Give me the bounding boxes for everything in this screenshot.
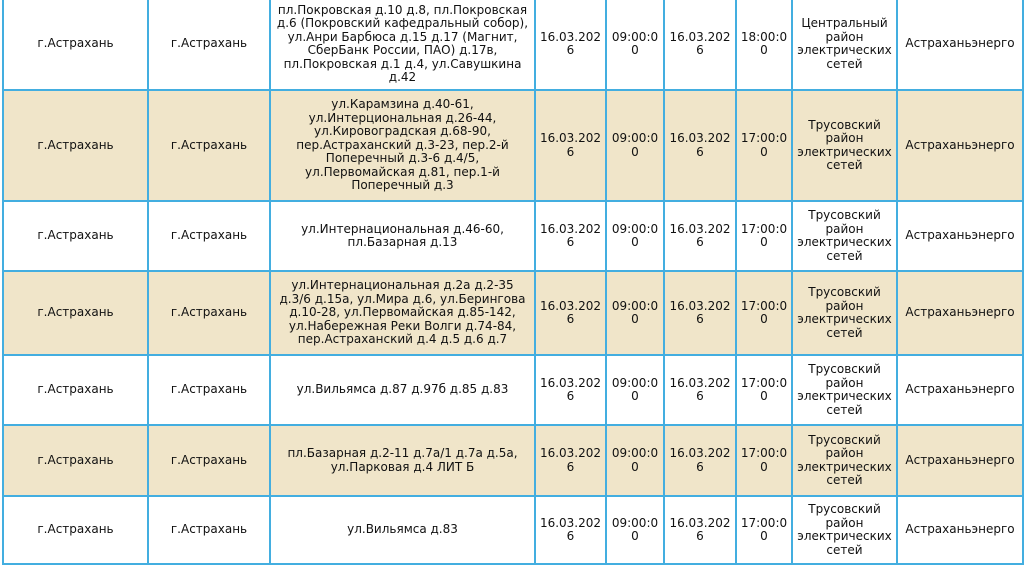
start-time-cell: 09:00:00 <box>606 90 664 201</box>
address-cell: пл.Покровская д.10 д.8, пл.Покровская д.6 (Покровский кафедральный собор), ул.Анри Барбюса д.15 д.17 (Магнит, СберБанк России, ПАО) д.17в, пл.Покровская д.1 д.4, ул.Савушкина д.42 <box>270 0 535 90</box>
region-cell: г.Астрахань <box>3 496 148 564</box>
table-row <box>3 496 1023 564</box>
start-time-cell: 09:00:00 <box>606 0 664 90</box>
region-cell: г.Астрахань <box>3 90 148 201</box>
department-cell: Трусовский район электрических сетей <box>792 355 897 425</box>
end-time-cell: 17:00:00 <box>736 271 792 355</box>
start-date-cell: 16.03.2026 <box>535 0 606 90</box>
start-date-cell: 16.03.2026 <box>535 271 606 355</box>
address-cell: ул.Интернациональная д.2а д.2-35 д.3/6 д.15а, ул.Мира д.6, ул.Берингова д.10-28, ул.Первомайская д.85-142, ул.Набережная Реки Волги д.74-84, пер.Астраханский д.4 д.5 д.6 д.7 <box>270 271 535 355</box>
outage-schedule-table <box>2 0 1024 565</box>
settlement-cell: г.Астрахань <box>148 90 270 201</box>
department-cell: Трусовский район электрических сетей <box>792 201 897 271</box>
start-date-cell: 16.03.2026 <box>535 496 606 564</box>
region-cell: г.Астрахань <box>3 201 148 271</box>
table-row <box>3 425 1023 496</box>
organization-cell: Астраханьэнерго <box>897 201 1023 271</box>
end-time-cell: 18:00:00 <box>736 0 792 90</box>
department-cell: Трусовский район электрических сетей <box>792 90 897 201</box>
organization-cell: Астраханьэнерго <box>897 425 1023 496</box>
end-time-cell: 17:00:00 <box>736 355 792 425</box>
start-time-cell: 09:00:00 <box>606 425 664 496</box>
table-row <box>3 0 1023 90</box>
region-cell: г.Астрахань <box>3 0 148 90</box>
start-date-cell: 16.03.2026 <box>535 90 606 201</box>
settlement-cell: г.Астрахань <box>148 201 270 271</box>
start-date-cell: 16.03.2026 <box>535 201 606 271</box>
start-date-cell: 16.03.2026 <box>535 425 606 496</box>
table-row <box>3 201 1023 271</box>
organization-cell: Астраханьэнерго <box>897 355 1023 425</box>
region-cell: г.Астрахань <box>3 425 148 496</box>
address-cell: пл.Базарная д.2-11 д.7а/1 д.7а д.5а, ул.Парковая д.4 ЛИТ Б <box>270 425 535 496</box>
table-row <box>3 271 1023 355</box>
start-time-cell: 09:00:00 <box>606 201 664 271</box>
organization-cell: Астраханьэнерго <box>897 271 1023 355</box>
settlement-cell: г.Астрахань <box>148 0 270 90</box>
table-row <box>3 90 1023 201</box>
settlement-cell: г.Астрахань <box>148 355 270 425</box>
settlement-cell: г.Астрахань <box>148 271 270 355</box>
address-cell: ул.Интернациональная д.46-60, пл.Базарная д.13 <box>270 201 535 271</box>
start-time-cell: 09:00:00 <box>606 355 664 425</box>
department-cell: Трусовский район электрических сетей <box>792 271 897 355</box>
end-time-cell: 17:00:00 <box>736 496 792 564</box>
region-cell: г.Астрахань <box>3 355 148 425</box>
end-date-cell: 16.03.2026 <box>664 355 736 425</box>
department-cell: Трусовский район электрических сетей <box>792 425 897 496</box>
end-time-cell: 17:00:00 <box>736 201 792 271</box>
organization-cell: Астраханьэнерго <box>897 496 1023 564</box>
table-row <box>3 355 1023 425</box>
start-time-cell: 09:00:00 <box>606 496 664 564</box>
department-cell: Центральный район электрических сетей <box>792 0 897 90</box>
end-date-cell: 16.03.2026 <box>664 425 736 496</box>
address-cell: ул.Вильямса д.83 <box>270 496 535 564</box>
end-time-cell: 17:00:00 <box>736 425 792 496</box>
end-date-cell: 16.03.2026 <box>664 201 736 271</box>
department-cell: Трусовский район электрических сетей <box>792 496 897 564</box>
address-cell: ул.Карамзина д.40-61, ул.Интерциональная д.26-44, ул.Кировоградская д.68-90, пер.Астраханский д.3-23, пер.2-й Поперечный д.3-6 д.4/5, ул.Первомайская д.81, пер.1-й Поперечный д.3 <box>270 90 535 201</box>
region-cell: г.Астрахань <box>3 271 148 355</box>
end-date-cell: 16.03.2026 <box>664 496 736 564</box>
end-date-cell: 16.03.2026 <box>664 271 736 355</box>
table-body <box>3 0 1023 564</box>
organization-cell: Астраханьэнерго <box>897 0 1023 90</box>
start-date-cell: 16.03.2026 <box>535 355 606 425</box>
start-time-cell: 09:00:00 <box>606 271 664 355</box>
end-date-cell: 16.03.2026 <box>664 0 736 90</box>
end-time-cell: 17:00:00 <box>736 90 792 201</box>
settlement-cell: г.Астрахань <box>148 425 270 496</box>
organization-cell: Астраханьэнерго <box>897 90 1023 201</box>
address-cell: ул.Вильямса д.87 д.97б д.85 д.83 <box>270 355 535 425</box>
settlement-cell: г.Астрахань <box>148 496 270 564</box>
end-date-cell: 16.03.2026 <box>664 90 736 201</box>
